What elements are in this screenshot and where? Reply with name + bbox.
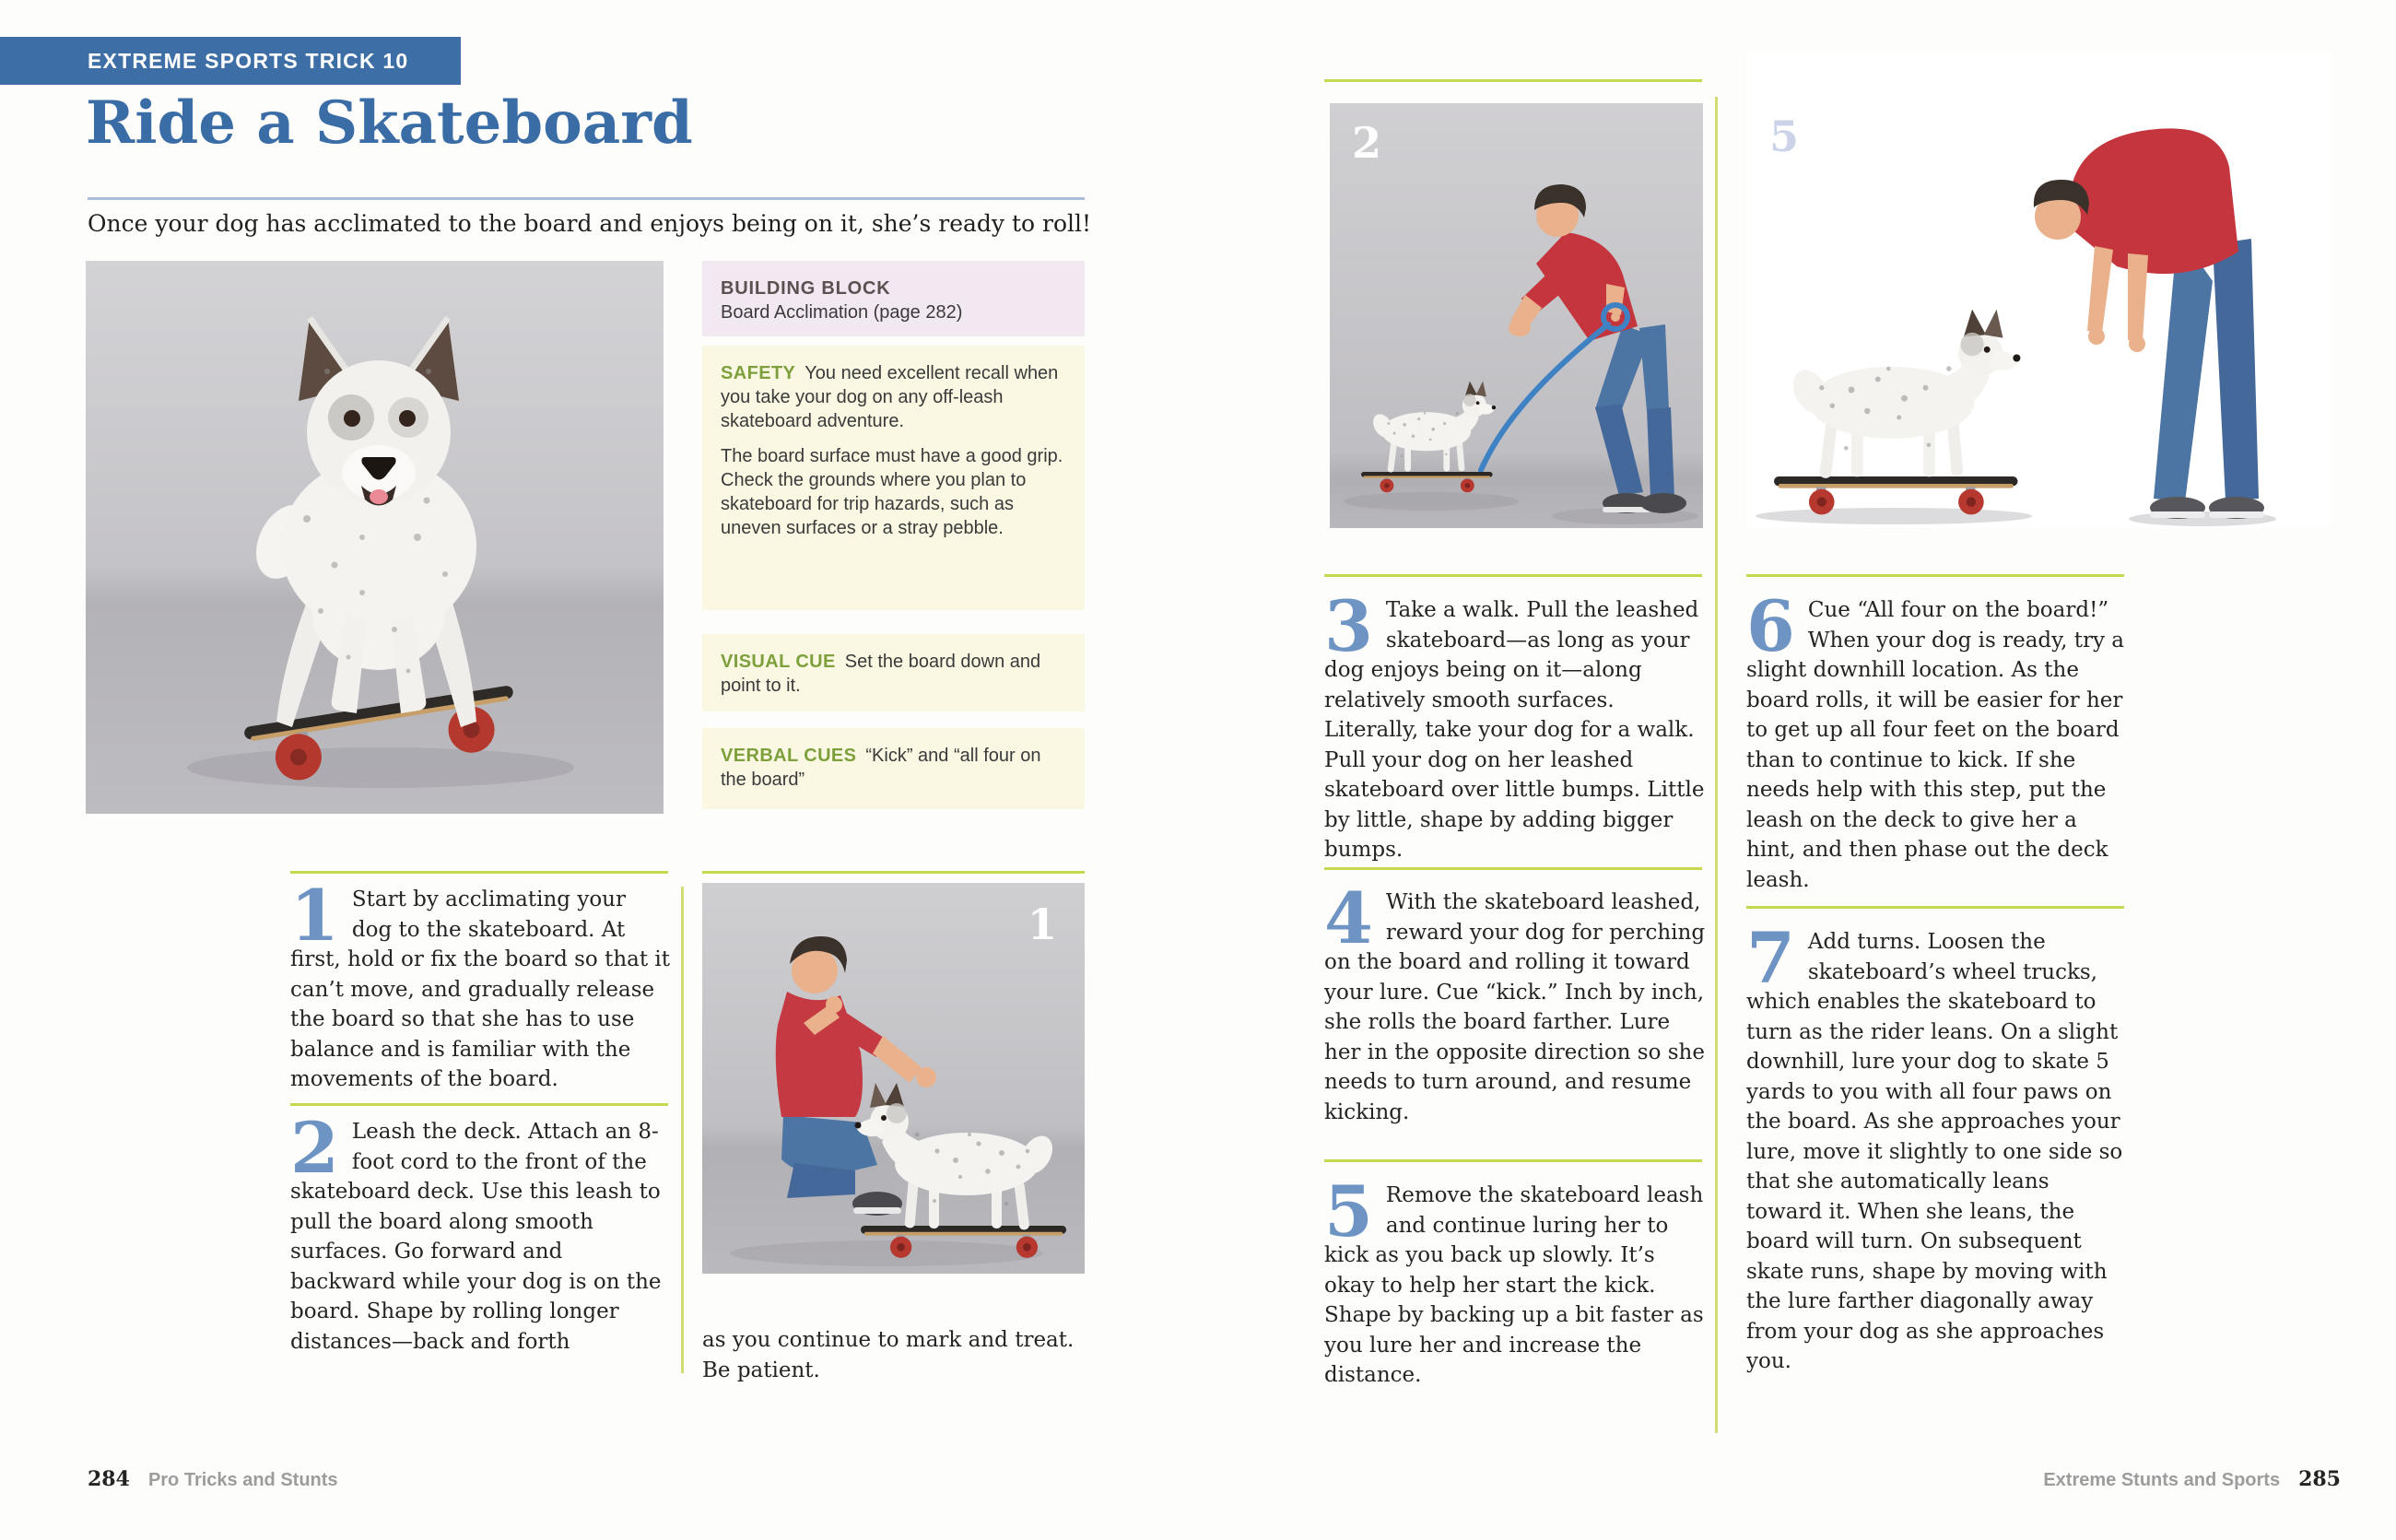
photo-step-1 (702, 883, 1085, 1274)
verbal-cues-label: VERBAL CUES (721, 746, 857, 766)
building-block-body: Board Acclimation (page 282) (721, 302, 963, 323)
step-5-number: 5 (1324, 1170, 1373, 1252)
visual-cue-text: Set the board down and point to it. (721, 652, 1041, 696)
dog-on-skateboard-illustration (86, 261, 664, 814)
rule-above-step-6 (1746, 574, 2124, 577)
step-2 (290, 1107, 672, 1357)
step-2-text: Leash the deck. Attach an 8-foot cord to the front of the skateboard deck. Use this leash to pull the board along smooth surfaces. Go forward and backward while your dog is on the board. Shape by rolling longer distances—back and forth (290, 1120, 662, 1354)
step-7-number: 7 (1746, 917, 1795, 999)
step-6-text: Cue “All four on the board!” When your dog is ready, try a slight downhill location. As the board rolls, it will be easier for her to get up all four feet on the board than to continue to kick. If she needs help with this step, put the leash on the deck to give her a hint, and then phase out the deck leash. (1746, 598, 2124, 892)
section-name-right: Extreme Stunts and Sports (2043, 1470, 2281, 1490)
rule-above-step-1 (290, 871, 668, 874)
section-name-left: Pro Tricks and Stunts (147, 1470, 338, 1490)
step-1-text: Start by acclimating your dog to the skateboard. At first, hold or fix the board so that it can’t move, and gradually release the board so that she has to use balance and is familiar with the movements of the board. (290, 888, 671, 1091)
step-7 (1746, 917, 2128, 1377)
rule-above-photo-1 (702, 871, 1085, 874)
rule-between-steps-1-2 (290, 1103, 668, 1106)
step-3 (1324, 585, 1706, 865)
chapter-banner (0, 37, 461, 85)
step-4 (1324, 877, 1706, 1127)
rule-above-step-5 (1324, 1159, 1702, 1162)
page-number-left: 284 (88, 1467, 130, 1491)
rule-above-step-7 (1746, 906, 2124, 909)
step-4-text: With the skateboard leashed, reward your dog for perching on the board and rolling it toward your lure. Cue “kick.” Inch by inch, she rolls the board farther. Lure her in the opposite direction so she needs to turn around, and resume kicking. (1324, 890, 1706, 1124)
photo-step-2 (1330, 103, 1703, 528)
step-7-text: Add turns. Loosen the skateboard’s wheel trucks, which enables the skateboard to turn as the rider leans. On a slight downhill, lure your dog to skate 5 yards to you with all four paws on the board. As she approaches your lure, move it slightly to one side so that she automatically leans toward it. When she leans, the board will turn. On subsequent skate runs, shape by moving with the lure farther diagonally away from your dog as she approaches you. (1746, 930, 2123, 1373)
photo-2-number-label: 2 (1352, 118, 1382, 168)
intro-text: Once your dog has acclimated to the board and enjoys being on it, she’s ready to roll! (88, 210, 1092, 237)
step-3-number: 3 (1324, 585, 1373, 667)
visual-cue-box (702, 634, 1085, 711)
page-number-right: 285 (2298, 1467, 2341, 1491)
column-divider-left-page (681, 887, 684, 1373)
footer-left (88, 1467, 338, 1491)
step-5-text: Remove the skateboard leash and continue luring her to kick as you back up slowly. It’s okay to help her start the kick. Shape by backing up a bit faster as you lure her and increase the distance. (1324, 1183, 1704, 1387)
photo-main-dog-on-skateboard (86, 261, 664, 814)
rule-above-step-3 (1324, 574, 1702, 577)
photo-5-number-label: 5 (1769, 112, 1800, 161)
visual-cue-label: VISUAL CUE (721, 652, 836, 672)
footer-right (1834, 1467, 2341, 1491)
step-6-number: 6 (1746, 585, 1795, 667)
rule-above-photo-2 (1324, 79, 1702, 82)
photo-step-5 (1746, 51, 2331, 528)
rule-above-step-4 (1324, 867, 1702, 870)
building-block-heading: BUILDING BLOCK (721, 278, 891, 299)
verbal-cues-text: “Kick” and “all four on the board” (721, 746, 1041, 790)
step-5 (1324, 1170, 1706, 1391)
trainer-bent-illustration (1746, 51, 2331, 528)
photo-1-number-label: 1 (1027, 899, 1057, 949)
step-3-text: Take a walk. Pull the leashed skateboard—as long as your dog enjoys being on it—along relatively smooth surfaces. Literally, take your dog for a walk. Pull your dog on her leashed skateboard over little bumps. Little by little, shape by adding bigger bumps. (1324, 598, 1705, 862)
step-2-continued: as you continue to mark and treat. Be patient. (702, 1328, 1075, 1382)
safety-text-1: You need excellent recall when you take your dog on any off-leash skateboard adventure. (721, 363, 1059, 431)
safety-box (702, 346, 1085, 610)
safety-label: SAFETY (721, 363, 796, 383)
building-block-box (702, 261, 1085, 336)
title-rule (88, 197, 1085, 200)
step-2-number: 2 (290, 1107, 339, 1189)
step-1-number: 1 (290, 875, 339, 957)
page-title: Ride a Skateboard (86, 88, 693, 158)
trainer-leash-illustration (1330, 103, 1703, 528)
step-4-number: 4 (1324, 877, 1373, 959)
chapter-banner-label: EXTREME SPORTS TRICK 10 (88, 49, 409, 73)
safety-text-2: The board surface must have a good grip. Check the grounds where you plan to skateboard for trip hazards, such as uneven surfaces or a stray pebble. (721, 446, 1063, 538)
verbal-cues-box (702, 728, 1085, 809)
step-1 (290, 875, 672, 1095)
step-6 (1746, 585, 2128, 895)
column-divider-right-page (1715, 97, 1718, 1433)
